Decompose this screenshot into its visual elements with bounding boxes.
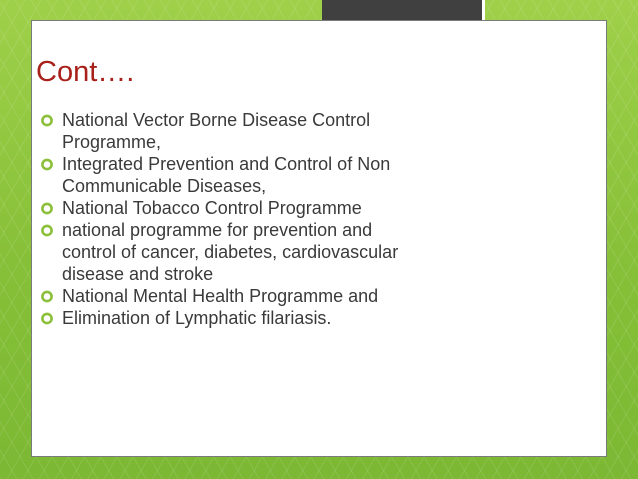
bullet-item-tobacco-control	[38, 197, 478, 219]
bullet-item-cancer-diabetes-cvd	[38, 219, 478, 285]
bullet-item-integrated-prevention	[38, 153, 478, 197]
bullet-list	[38, 109, 478, 329]
open-circle-bullet-icon	[40, 312, 54, 325]
bullet-line: National Tobacco Control Programme	[62, 198, 362, 218]
bullet-item-lymphatic-filariasis	[38, 307, 478, 329]
bullet-line: Elimination of Lymphatic filariasis.	[62, 308, 332, 328]
bullet-line: control of cancer, diabetes, cardiovascular	[62, 242, 399, 262]
slide-title: Cont….	[36, 56, 135, 88]
bullet-item-mental-health	[38, 285, 478, 307]
open-circle-bullet-icon	[40, 158, 54, 171]
bullet-line: disease and stroke	[62, 264, 214, 284]
bullet-line: Integrated Prevention and Control of Non	[62, 154, 391, 174]
open-circle-bullet-icon	[40, 114, 54, 127]
bullet-line: national programme for prevention and	[62, 220, 373, 240]
bullet-line: National Vector Borne Disease Control	[62, 110, 371, 130]
open-circle-bullet-icon	[40, 224, 54, 237]
open-circle-bullet-icon	[40, 202, 54, 215]
bullet-line: Programme,	[62, 132, 162, 152]
bullet-item-vector-borne	[38, 109, 478, 153]
bullet-line: National Mental Health Programme and	[62, 286, 379, 306]
open-circle-bullet-icon	[40, 290, 54, 303]
bullet-line: Communicable Diseases,	[62, 176, 267, 196]
